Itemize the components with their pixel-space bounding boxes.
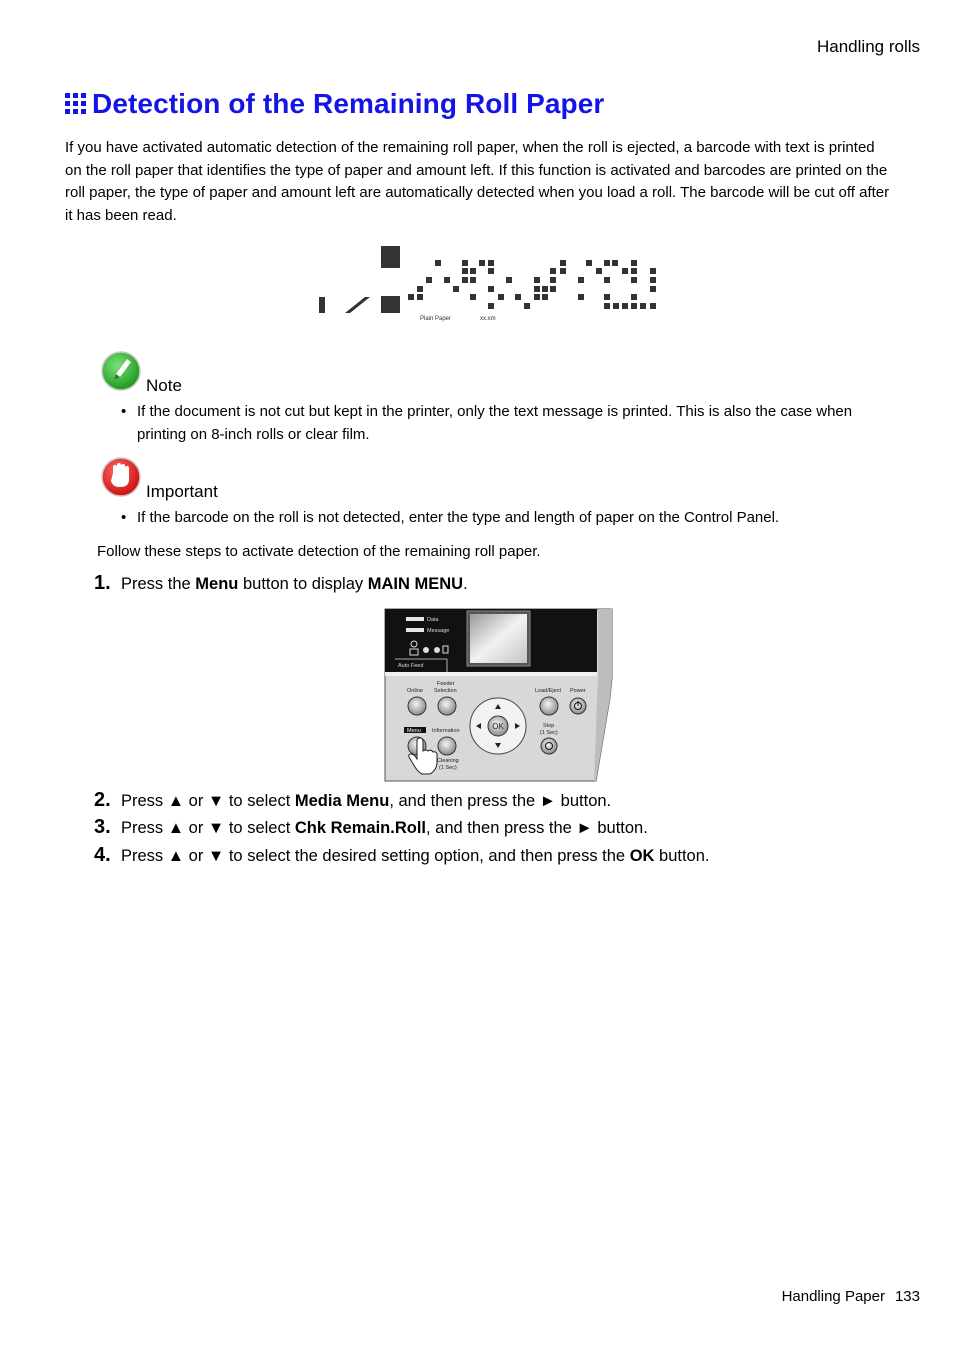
- note-pencil-icon: [100, 350, 142, 392]
- intro-paragraph: [65, 137, 895, 228]
- step-text: Press ▲ or ▼ to select Chk Remain.Roll, and then press the ► button.: [121, 819, 648, 837]
- panel-stop-label-1: Stop: [543, 723, 555, 729]
- panel-stop-label-2: (1 Sec): [540, 730, 558, 736]
- step-number: 3.: [94, 816, 111, 838]
- control-panel-illustration: [384, 608, 614, 784]
- step-number: 2.: [94, 789, 111, 811]
- page-footer: [782, 1288, 920, 1305]
- page-number: 133: [894, 1288, 920, 1305]
- page-title: Detection of the Remaining Roll Paper: [92, 88, 605, 119]
- grid-icon: [65, 93, 87, 115]
- step-4: [94, 844, 710, 867]
- step-number: 4.: [94, 844, 111, 866]
- important-item: • If the barcode on the roll is not detected, enter the type and length of paper on the Control Panel.: [121, 506, 861, 529]
- step-1: [94, 572, 468, 595]
- step-2: [94, 789, 611, 812]
- panel-power-label: Power: [570, 688, 586, 694]
- step-3: [94, 816, 648, 839]
- panel-menu-label: Menu: [407, 728, 421, 734]
- note-item: • If the document is not cut but kept in the printer, only the text message is printed. This is also the case when printing on 8-inch rolls or clear film.: [121, 400, 861, 446]
- follow-steps-text: Follow these steps to activate detection of the remaining roll paper.: [97, 543, 541, 560]
- step-text: Press ▲ or ▼ to select Media Menu, and then press the ► button.: [121, 792, 612, 810]
- panel-online-label: Online: [407, 688, 423, 694]
- panel-ok-label: OK: [492, 722, 504, 731]
- intro-text: If you have activated automatic detection of the remaining roll paper, when the roll is ejected, a barcode with text is printed on the roll paper that identifies the type of paper and amount left. If this function is activated and barcodes are printed on the roll paper, the type of paper and amount left are automatically detected when you load a roll. The barcode will be cut off after it has been read.: [65, 139, 890, 225]
- panel-information-label: Information: [432, 728, 460, 734]
- step-text: Press ▲ or ▼ to select the desired setting option, and then press the OK button.: [121, 847, 710, 865]
- panel-auto-feed-label: Auto Feed: [398, 663, 424, 669]
- step-number: 1.: [94, 572, 111, 594]
- panel-load-eject-label: Load/Eject: [535, 688, 561, 694]
- important-label: Important: [146, 482, 218, 501]
- important-hand-icon: [100, 456, 142, 498]
- section-title-block: [65, 88, 604, 120]
- barcode-paper-label: Plain Paper: [420, 316, 452, 322]
- running-header: Handling rolls: [817, 37, 920, 56]
- footer-section: Handling Paper: [781, 1288, 885, 1305]
- panel-feeder-label-2: Selection: [434, 688, 457, 694]
- panel-data-label: Data: [427, 617, 439, 623]
- panel-cleaning-label-2: (1 Sec): [439, 765, 457, 771]
- important-list: [121, 506, 861, 529]
- panel-feeder-label-1: Feeder: [437, 681, 455, 687]
- barcode-illustration: [316, 243, 661, 325]
- note-label: Note: [146, 376, 182, 395]
- panel-cleaning-label-1: Cleaning: [437, 758, 459, 764]
- barcode-amount-label: xx.xm: [480, 316, 496, 322]
- panel-message-label: Message: [427, 628, 450, 634]
- note-list: [121, 400, 861, 446]
- step-text: Press the Menu button to display MAIN MENU.: [121, 575, 468, 593]
